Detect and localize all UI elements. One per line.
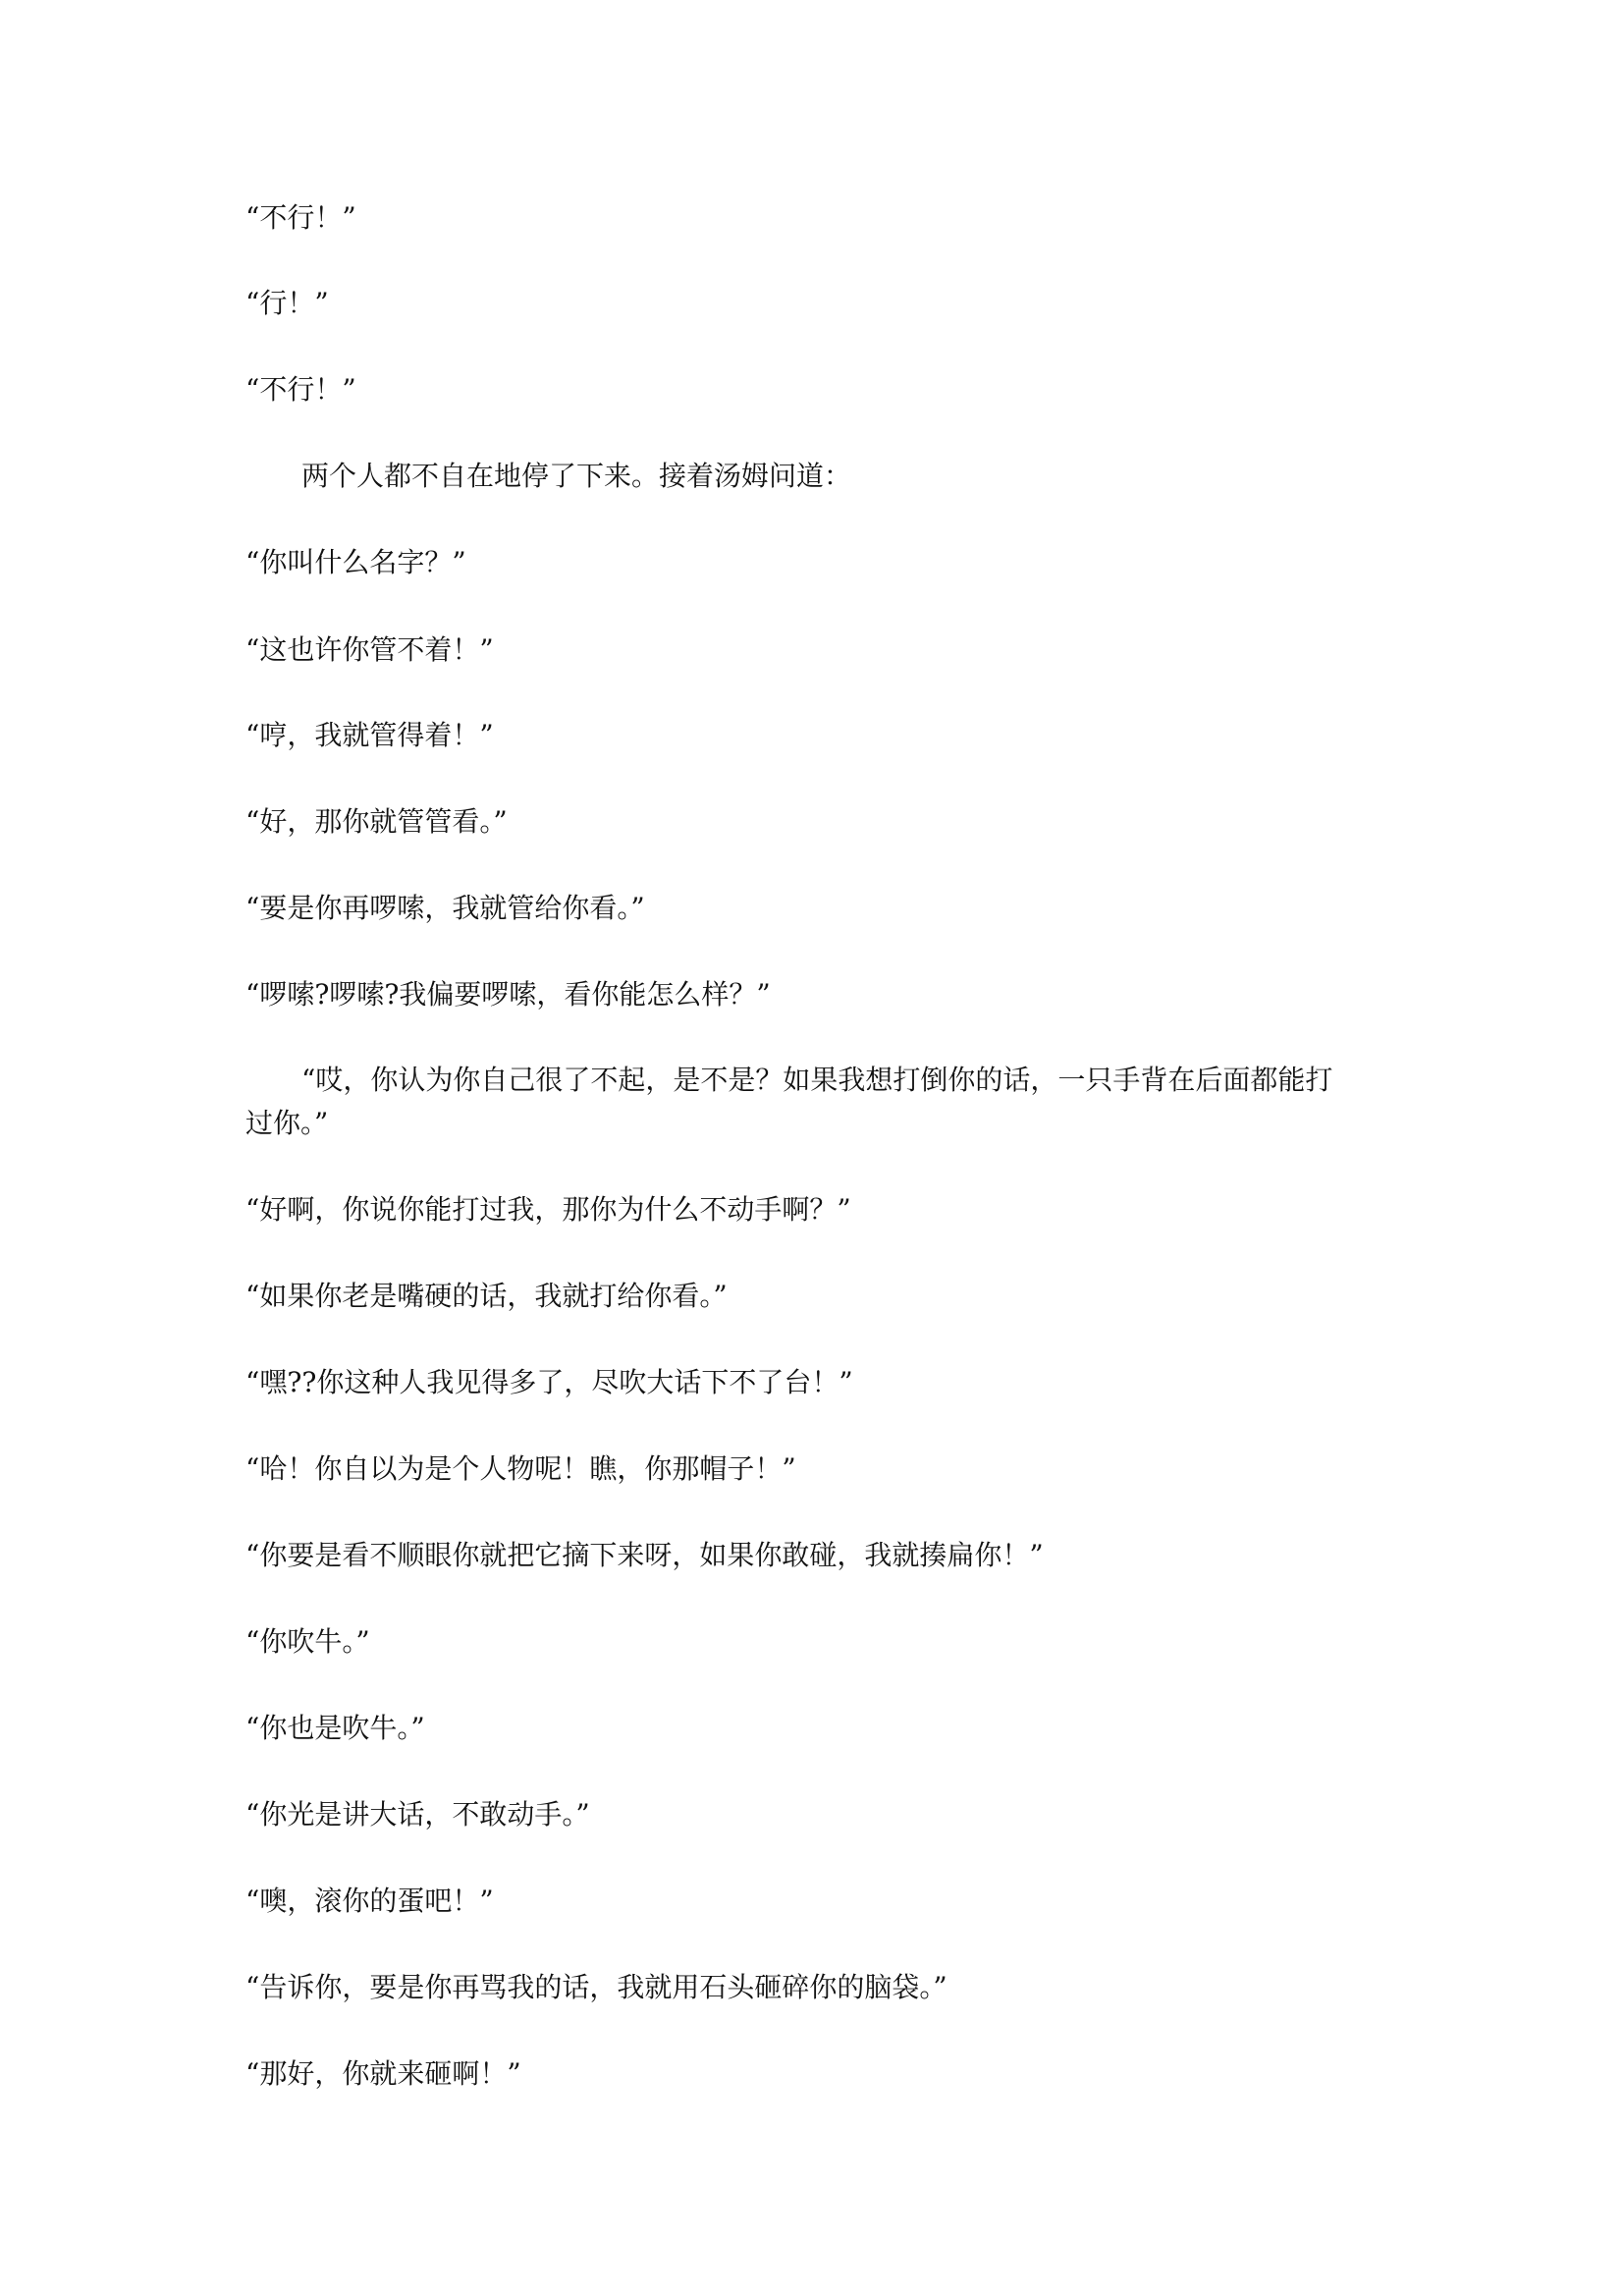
paragraph-8: “好，那你就管管看。” — [245, 805, 508, 838]
paragraph-12: “好啊，你说你能打过我，那你为什么不动手啊？” — [245, 1193, 851, 1226]
paragraph-21: “告诉你，要是你再骂我的话，我就用石头砸碎你的脑袋。” — [245, 1971, 947, 2003]
paragraph-1: “不行！” — [245, 201, 356, 234]
paragraph-13: “如果你老是嘴硬的话，我就打给你看。” — [245, 1280, 728, 1312]
paragraph-5: “你叫什么名字？” — [245, 546, 466, 578]
paragraph-7: “哼，我就管得着！” — [245, 719, 494, 751]
paragraph-22: “那好，你就来砸啊！” — [245, 2057, 521, 2090]
paragraph-6: “这也许你管不着！” — [245, 633, 494, 666]
paragraph-2: “行！” — [245, 287, 329, 319]
paragraph-11-line-1: “哎，你认为你自己很了不起，是不是？如果我想打倒你的话，一只手背在后面都能打 — [301, 1064, 1333, 1096]
paragraph-19: “你光是讲大话，不敢动手。” — [245, 1798, 590, 1831]
paragraph-20: “噢，滚你的蛋吧！” — [245, 1885, 494, 1917]
paragraph-10: “啰嗦?啰嗦?我偏要啰嗦，看你能怎么样？” — [245, 978, 771, 1011]
paragraph-9: “要是你再啰嗦，我就管给你看。” — [245, 892, 645, 924]
paragraph-16: “你要是看不顺眼你就把它摘下来呀，如果你敢碰，我就揍扁你！” — [245, 1539, 1044, 1571]
paragraph-11-line-2: 过你。” — [245, 1107, 329, 1139]
paragraph-18: “你也是吹牛。” — [245, 1712, 425, 1744]
paragraph-17: “你吹牛。” — [245, 1625, 370, 1658]
paragraph-14: “嘿??你这种人我见得多了，尽吹大话下不了台！” — [245, 1366, 853, 1398]
paragraph-4: 两个人都不自在地停了下来。接着汤姆问道： — [301, 460, 852, 492]
paragraph-3: “不行！” — [245, 373, 356, 406]
paragraph-15: “哈！你自以为是个人物呢！瞧，你那帽子！” — [245, 1452, 796, 1485]
